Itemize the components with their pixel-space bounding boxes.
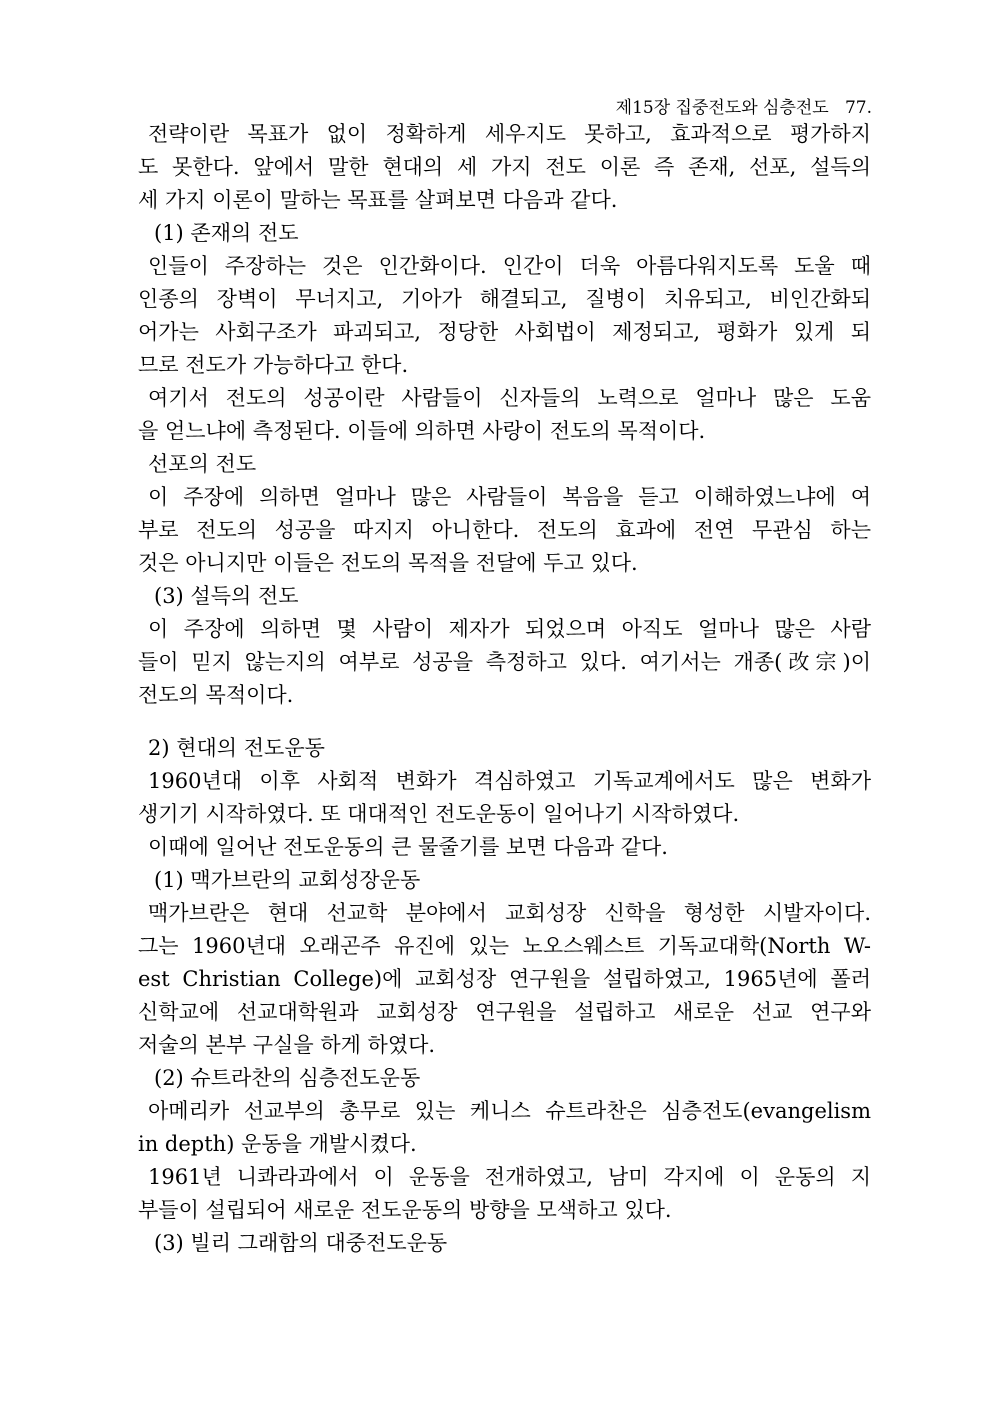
section-evangelism-goals (138, 118, 871, 712)
section-heading: (2) 슈트라찬의 심층전도운동 (154, 1066, 421, 1090)
text-line: 1960년대 이후 사회적 변화가 격심하였고 기독교계에서도 많은 변화가 (148, 769, 871, 793)
text-line: 을 얻느냐에 측정된다. 이들에 의하면 사랑이 전도의 목적이다. (138, 419, 706, 443)
page-number: 77. (844, 98, 872, 118)
text-line: 도 못한다. 앞에서 말한 현대의 세 가지 전도 이론 즉 존재, 선포, 설득의 (138, 155, 871, 179)
text-line: 어가는 사회구조가 파괴되고, 정당한 사회법이 제정되고, 평화가 있게 되 (138, 320, 871, 344)
section-heading: (1) 맥가브란의 교회성장운동 (154, 868, 421, 892)
text-line: 부로 전도의 성공을 따지지 아니한다. 전도의 효과에 전연 무관심 하는 (138, 518, 871, 542)
text-line: 세 가지 이론이 말하는 목표를 살펴보면 다음과 같다. (138, 188, 618, 212)
text-line: 인종의 장벽이 무너지고, 기아가 해결되고, 질병이 치유되고, 비인간화되 (138, 287, 871, 311)
text-line: 여기서 전도의 성공이란 사람들이 신자들의 노력으로 얼마나 많은 도움 (148, 386, 871, 410)
text-line: 이때에 일어난 전도운동의 큰 물줄기를 보면 다음과 같다. (148, 835, 668, 859)
text-line: 맥가브란은 현대 선교학 분야에서 교회성장 신학을 형성한 시발자이다. (148, 901, 871, 925)
text-line: 전도의 목적이다. (138, 683, 294, 707)
text-line: 들이 믿지 않는지의 여부로 성공을 측정하고 있다. 여기서는 개종(改宗)이 (138, 650, 871, 674)
text-line: 이 주장에 의하면 몇 사람이 제자가 되었으며 아직도 얼마나 많은 사람 (148, 617, 871, 641)
text-line: 므로 전도가 가능하다고 한다. (138, 353, 409, 377)
text-line: est Christian College)에 교회성장 연구원을 설립하였고, 1965년에 폴러 (138, 967, 871, 991)
text-line: 신학교에 선교대학원과 교회성장 연구원을 설립하고 새로운 선교 연구와 (138, 1000, 871, 1024)
running-header (616, 93, 872, 118)
text-line: 것은 아니지만 이들은 전도의 목적을 전달에 두고 있다. (138, 551, 638, 575)
text-line: 아메리카 선교부의 총무로 있는 케니스 슈트라찬은 심층전도(evangelism (148, 1099, 871, 1123)
section-heading: (3) 설득의 전도 (154, 584, 299, 608)
text-line: 1961년 니콰라과에서 이 운동을 전개하였고, 남미 각지에 이 운동의 지 (148, 1165, 871, 1189)
chapter-title: 제15장 집중전도와 심층전도 (615, 98, 829, 118)
section-heading: (1) 존재의 전도 (154, 221, 299, 245)
text-line: 인들이 주장하는 것은 인간화이다. 인간이 더욱 아름다워지도록 도울 때 (148, 254, 871, 278)
text-line: 이 주장에 의하면 얼마나 많은 사람들이 복음을 듣고 이해하였느냐에 여 (148, 485, 871, 509)
text-line: 그는 1960년대 오래곤주 유진에 있는 노오스웨스트 기독교대학(North W- (138, 934, 871, 958)
text-line: in depth) 운동을 개발시켰다. (138, 1132, 417, 1156)
text-line: 전략이란 목표가 없이 정확하게 세우지도 못하고, 효과적으로 평가하지 (148, 122, 871, 146)
section-heading: (3) 빌리 그래함의 대중전도운동 (154, 1231, 448, 1255)
text-line: 생기기 시작하였다. 또 대대적인 전도운동이 일어나기 시작하였다. (138, 802, 740, 826)
text-line: 부들이 설립되어 새로운 전도운동의 방향을 모색하고 있다. (138, 1198, 672, 1222)
section-heading: 2) 현대의 전도운동 (148, 736, 325, 760)
section-modern-evangelism-movements (138, 732, 871, 1260)
text-line: 선포의 전도 (148, 452, 257, 476)
text-line: 저술의 본부 구실을 하게 하였다. (138, 1033, 436, 1057)
